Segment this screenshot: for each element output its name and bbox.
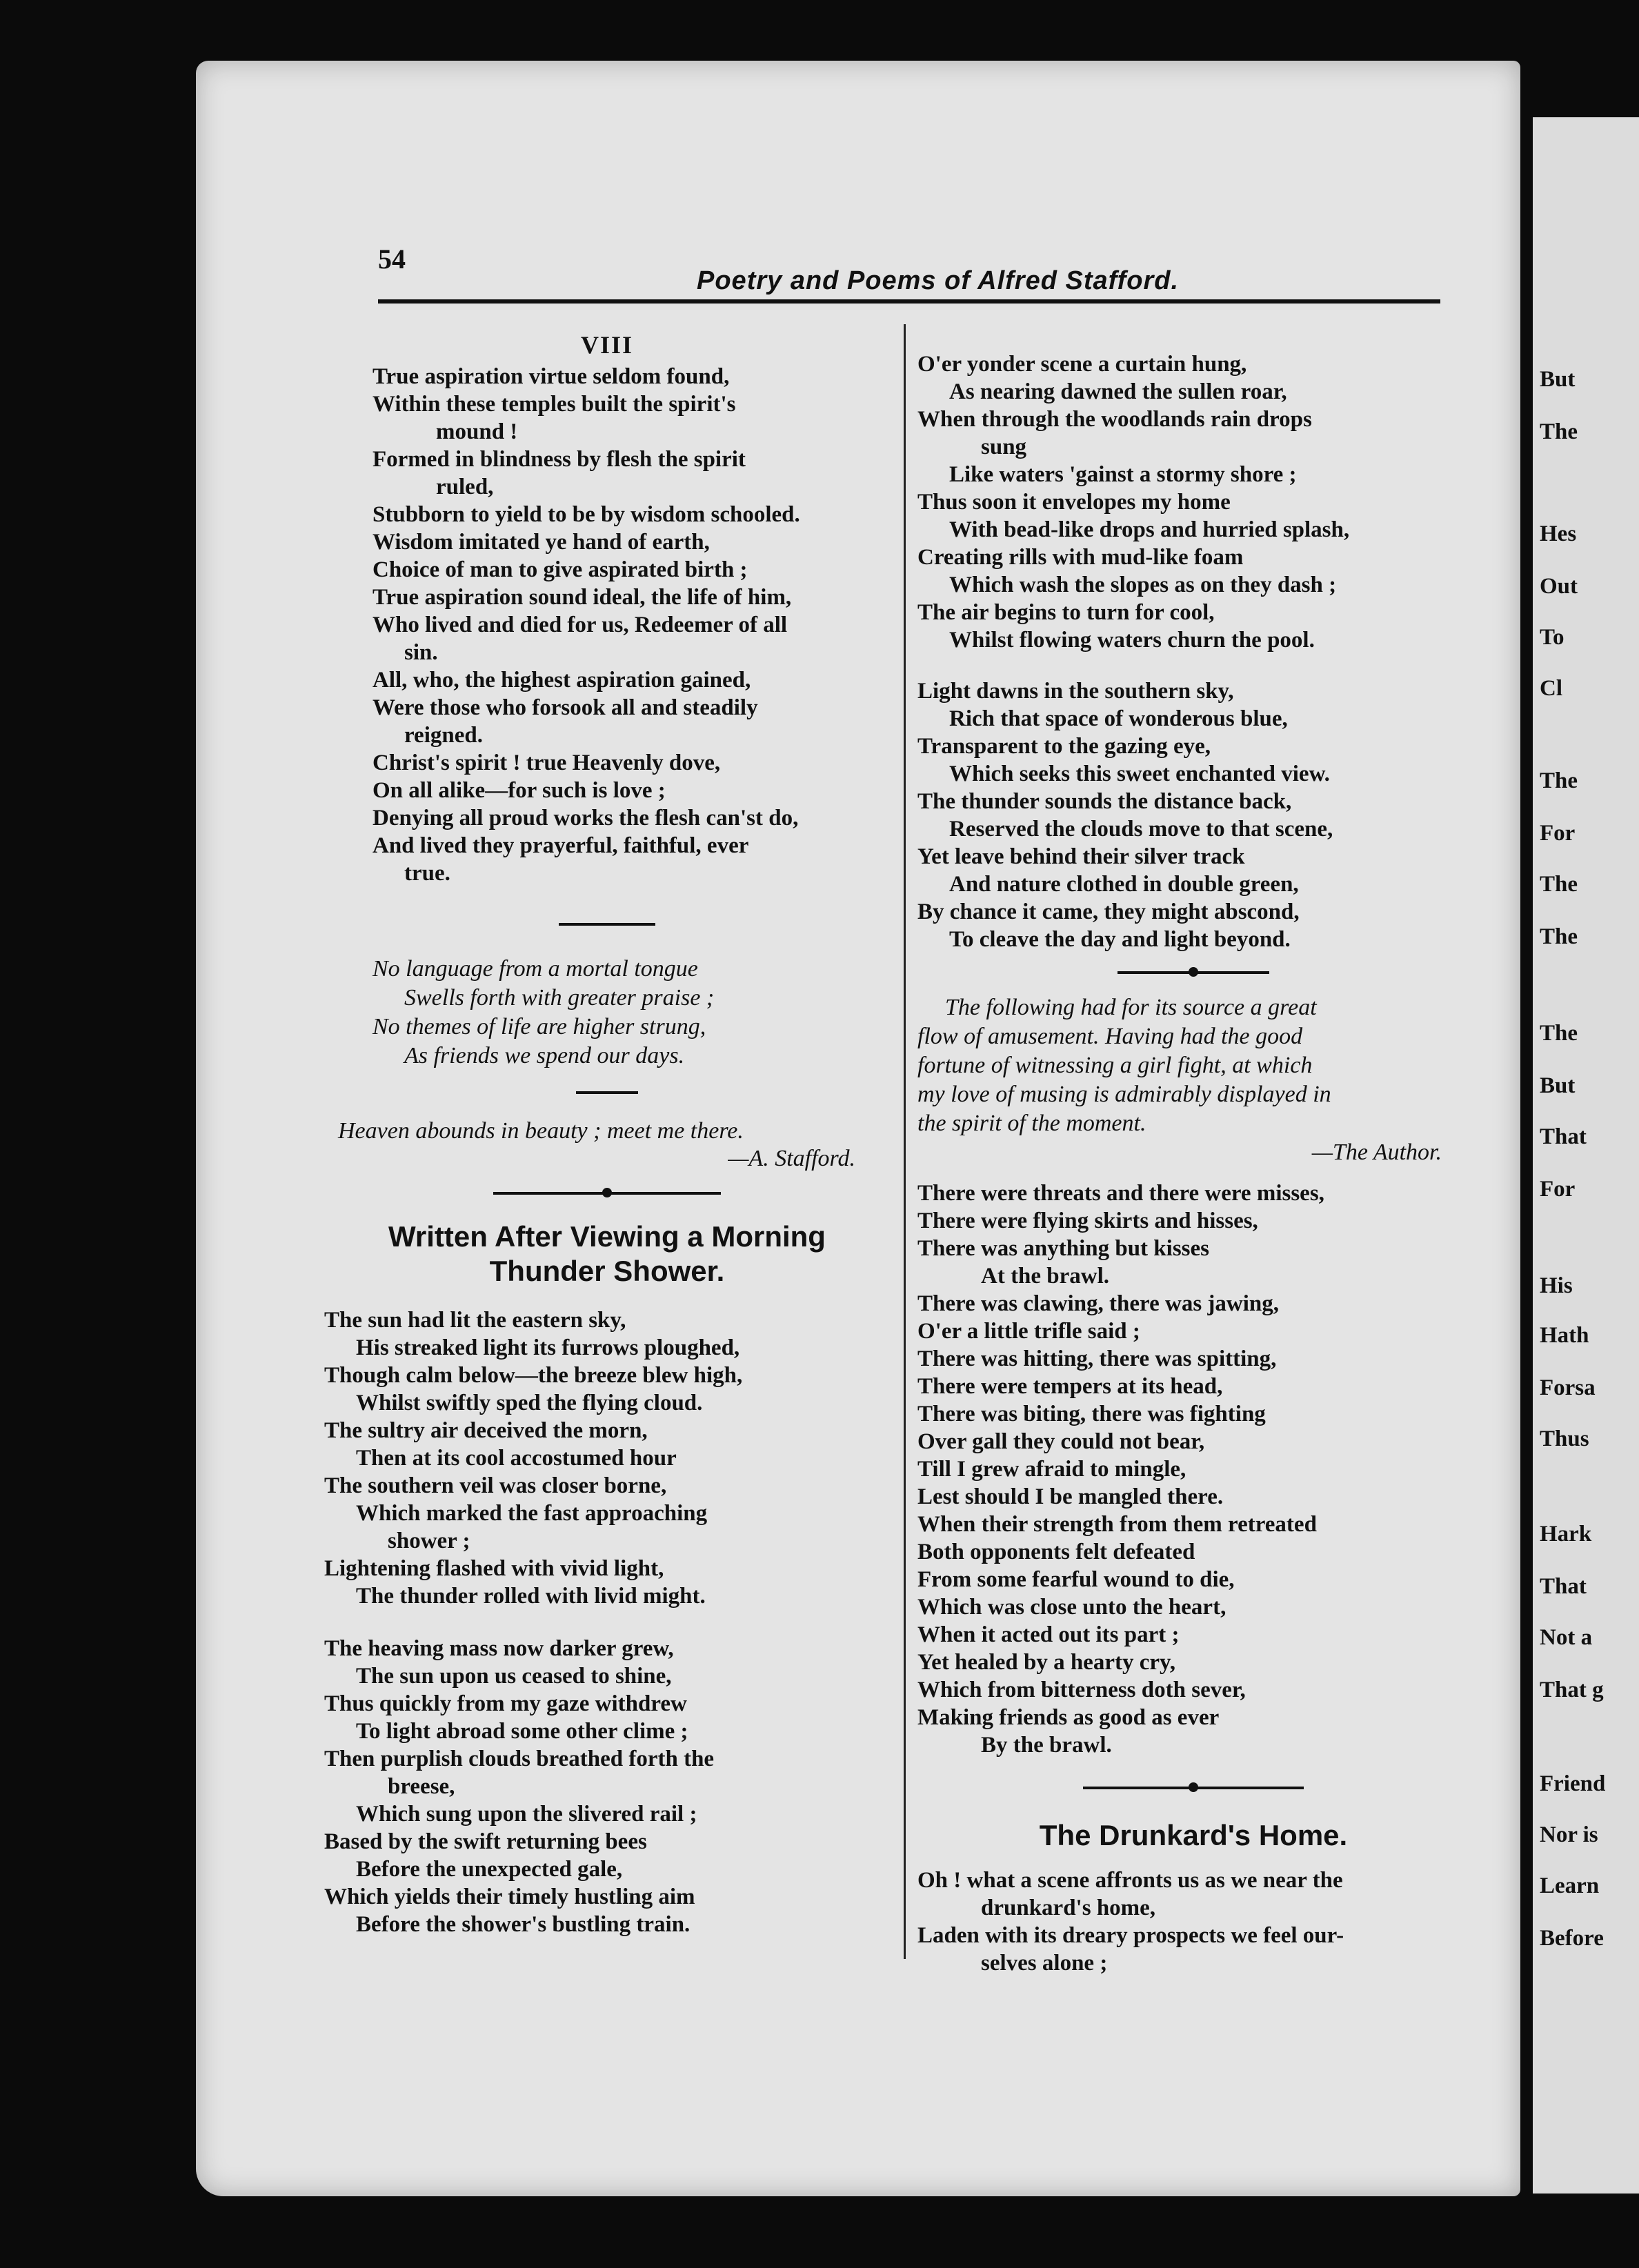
section-ornament-rule: [1083, 1787, 1304, 1789]
signature: —A. Stafford.: [728, 1146, 855, 1171]
poem-line: sung: [981, 435, 1027, 459]
poem-line: Whilst flowing waters churn the pool.: [949, 628, 1315, 653]
poem-title-thunder: Written After Viewing a Morning Thunder Shower.: [388, 1220, 826, 1287]
poem-line: Till I grew afraid to mingle,: [917, 1457, 1186, 1482]
edge-word: Nor is: [1540, 1822, 1598, 1847]
column-divider: [904, 324, 906, 1959]
ornament-dot: [602, 1188, 612, 1197]
poem-line: Over gall they could not bear,: [917, 1429, 1205, 1454]
edge-word: But: [1540, 1073, 1576, 1098]
poem-line: Rich that space of wonderous blue,: [949, 706, 1288, 731]
poem-line: Within these temples built the spirit's: [372, 392, 736, 417]
poem-line: There were flying skirts and hisses,: [917, 1208, 1258, 1233]
section-rule: [559, 923, 655, 926]
section-ornament-rule: [493, 1192, 721, 1195]
poem-line: Which sung upon the slivered rail ;: [356, 1802, 697, 1827]
note-line: The following had for its source a great: [945, 995, 1317, 1020]
page-number: 54: [378, 243, 406, 275]
poem-line: Transparent to the gazing eye,: [917, 734, 1211, 759]
section-number: VIII: [580, 331, 634, 359]
poem-line: Were those who forsook all and steadily: [372, 695, 758, 720]
edge-word: Not a: [1540, 1625, 1593, 1650]
edge-word: His: [1540, 1273, 1573, 1298]
poem-line: Though calm below—the breeze blew high,: [324, 1363, 743, 1388]
poem-line: Lest should I be mangled there.: [917, 1484, 1224, 1509]
edge-word: Before: [1540, 1926, 1604, 1951]
thunder-poem-part1: [324, 1306, 890, 1610]
poem-line: Which wash the slopes as on they dash ;: [949, 573, 1337, 597]
poem-line: breese,: [388, 1774, 455, 1799]
edge-word: The: [1540, 1021, 1578, 1046]
poem-line: The sultry air deceived the morn,: [324, 1418, 648, 1443]
edge-word: That: [1540, 1574, 1587, 1599]
poem-line: drunkard's home,: [981, 1896, 1156, 1920]
running-title: Poetry and Poems of Alfred Stafford.: [697, 266, 1179, 295]
poem-title-drunkard: The Drunkard's Home.: [1039, 1819, 1348, 1851]
italic-stanza: [324, 955, 890, 1071]
poem-line: Light dawns in the southern sky,: [917, 679, 1234, 704]
poem-line: true.: [404, 861, 450, 886]
edge-word: The: [1540, 924, 1578, 949]
section-rule: [576, 1091, 638, 1094]
poem-line: Then at its cool accostumed hour: [356, 1446, 677, 1471]
poem-line: Yet healed by a hearty cry,: [917, 1650, 1175, 1675]
poem-line: Which was close unto the heart,: [917, 1595, 1226, 1620]
poem-line: Based by the swift returning bees: [324, 1829, 647, 1854]
edge-word: Learn: [1540, 1873, 1600, 1898]
poem-line: sin.: [404, 640, 438, 665]
poem-line: The heaving mass now darker grew,: [324, 1636, 674, 1661]
brawl-poem: [917, 1180, 1469, 1759]
poem-line: The southern veil was closer borne,: [324, 1473, 667, 1498]
poem-line: By chance it came, they might abscond,: [917, 899, 1300, 924]
poem-line: Then purplish clouds breathed forth the: [324, 1747, 715, 1771]
thunder-poem-part4: [917, 677, 1469, 953]
poem-line: Thus quickly from my gaze withdrew: [324, 1691, 687, 1716]
edge-word: Hes: [1540, 521, 1577, 546]
poem-line: Creating rills with mud-like foam: [917, 545, 1244, 570]
poem-line: Who lived and died for us, Redeemer of all: [372, 613, 788, 637]
poem-line: There were tempers at its head,: [917, 1374, 1223, 1399]
poem-line: Which seeks this sweet enchanted view.: [949, 762, 1330, 786]
poem-line: The thunder rolled with livid might.: [356, 1584, 706, 1609]
edge-word: Forsa: [1540, 1375, 1596, 1400]
poem-line: The air begins to turn for cool,: [917, 600, 1215, 625]
poem-line: There was hitting, there was spitting,: [917, 1346, 1277, 1371]
poem-line: Oh ! what a scene affronts us as we near the: [917, 1868, 1343, 1893]
edge-word: But: [1540, 367, 1576, 392]
poem-line: Like waters 'gainst a stormy shore ;: [949, 462, 1297, 487]
thunder-poem-part2: [324, 1635, 890, 1938]
poem-line: The sun had lit the eastern sky,: [324, 1308, 626, 1333]
poem-line: Both opponents felt defeated: [917, 1540, 1195, 1564]
stanza-line: No themes of life are higher strung,: [372, 1014, 706, 1040]
poem-line: Stubborn to yield to be by wisdom schooled.: [372, 502, 800, 527]
left-column: [324, 331, 890, 1938]
poem-line: O'er yonder scene a curtain hung,: [917, 352, 1247, 377]
poem-line: O'er a little trifle said ;: [917, 1319, 1140, 1344]
edge-word: To: [1540, 625, 1564, 650]
edge-word: Hark: [1540, 1522, 1592, 1546]
edge-word: That: [1540, 1124, 1587, 1149]
thunder-poem-part3: [917, 350, 1469, 654]
section-ornament-rule: [1118, 971, 1269, 974]
edge-word: For: [1540, 1177, 1576, 1202]
note-signature: —The Author.: [1311, 1140, 1442, 1165]
ornament-dot: [1189, 967, 1198, 977]
poem-line: As nearing dawned the sullen roar,: [949, 379, 1287, 404]
poem-line: mound !: [436, 419, 518, 444]
poem-line: Which yields their timely hustling aim: [324, 1884, 695, 1909]
edge-word: Thus: [1540, 1426, 1589, 1451]
edge-word: The: [1540, 768, 1578, 793]
poem-line: There was clawing, there was jawing,: [917, 1291, 1280, 1316]
poem-line: The sun upon us ceased to shine,: [356, 1664, 672, 1689]
poem-line: Yet leave behind their silver track: [917, 844, 1245, 869]
poem-line: Thus soon it envelopes my home: [917, 490, 1231, 515]
poem-line: When through the woodlands rain drops: [917, 407, 1312, 432]
edge-word: For: [1540, 821, 1576, 846]
poem-line: True aspiration sound ideal, the life of him,: [372, 585, 792, 610]
poem-line: Denying all proud works the flesh can'st do,: [372, 806, 799, 830]
poem-line: reigned.: [404, 723, 483, 748]
stanza-line: Swells forth with greater praise ;: [404, 985, 715, 1011]
edge-word: Cl: [1540, 676, 1562, 701]
edge-word: The: [1540, 419, 1578, 444]
heaven-line: Heaven abounds in beauty ; meet me there.: [338, 1118, 744, 1144]
poem-line: There was anything but kisses: [917, 1236, 1209, 1261]
poem-line: His streaked light its furrows ploughed,: [356, 1335, 740, 1360]
poem-line: There were threats and there were misses,: [917, 1181, 1324, 1206]
edge-word: Hath: [1540, 1323, 1589, 1348]
poem-line: Which marked the fast approaching: [356, 1501, 708, 1526]
poem-line: Lightening flashed with vivid light,: [324, 1556, 664, 1581]
stanza-line: No language from a mortal tongue: [372, 956, 698, 982]
note-line: fortune of witnessing a girl fight, at which: [917, 1053, 1313, 1078]
poem-line: With bead-like drops and hurried splash,: [949, 517, 1350, 542]
poem-line: When it acted out its part ;: [917, 1622, 1180, 1647]
edge-word: Out: [1540, 574, 1578, 599]
poem-line: Reserved the clouds move to that scene,: [949, 817, 1333, 842]
poem-line: Choice of man to give aspirated birth ;: [372, 557, 748, 582]
note-line: the spirit of the moment.: [917, 1111, 1146, 1136]
header-rule: [378, 299, 1440, 304]
poem-line: When their strength from them retreated: [917, 1512, 1317, 1537]
right-column: [917, 350, 1469, 1977]
stanza-line: As friends we spend our days.: [404, 1043, 685, 1068]
poem-line: Laden with its dreary prospects we feel our-: [917, 1923, 1344, 1948]
poem-line: On all alike—for such is love ;: [372, 778, 666, 803]
poem-line: Before the unexpected gale,: [356, 1857, 623, 1882]
drunkard-poem: [917, 1867, 1469, 1977]
poem-line: And lived they prayerful, faithful, ever: [372, 833, 749, 858]
poem-line: Which from bitterness doth sever,: [917, 1678, 1246, 1702]
edge-word: That g: [1540, 1678, 1604, 1702]
edge-word: The: [1540, 872, 1578, 897]
poem-line: From some fearful wound to die,: [917, 1567, 1235, 1592]
poem-line: Before the shower's bustling train.: [356, 1912, 691, 1937]
intro-note: [917, 993, 1469, 1167]
poem-line: All, who, the highest aspiration gained,: [372, 668, 751, 693]
poem-line: At the brawl.: [981, 1264, 1110, 1289]
poem-line: Making friends as good as ever: [917, 1705, 1220, 1730]
poem-line: Formed in blindness by flesh the spirit: [372, 447, 746, 472]
note-line: flow of amusement. Having had the good: [917, 1024, 1303, 1049]
poem-line: selves alone ;: [981, 1951, 1108, 1976]
poem-line: By the brawl.: [981, 1733, 1112, 1758]
poem-line: Wisdom imitated ye hand of earth,: [372, 530, 710, 555]
poem-line: To cleave the day and light beyond.: [949, 927, 1291, 952]
poem-line: And nature clothed in double green,: [949, 872, 1299, 897]
poem-line: To light abroad some other clime ;: [356, 1719, 688, 1744]
poem-viii: [324, 363, 890, 887]
poem-line: Christ's spirit ! true Heavenly dove,: [372, 750, 721, 775]
poem-line: shower ;: [388, 1529, 470, 1553]
poem-line: There was biting, there was fighting: [917, 1402, 1266, 1426]
poem-line: True aspiration virtue seldom found,: [372, 364, 730, 389]
poem-line: Whilst swiftly sped the flying cloud.: [356, 1391, 703, 1415]
ornament-dot: [1189, 1782, 1198, 1792]
edge-word: Friend: [1540, 1771, 1606, 1796]
poem-line: The thunder sounds the distance back,: [917, 789, 1292, 814]
poem-line: ruled,: [436, 475, 494, 499]
note-line: my love of musing is admirably displayed in: [917, 1082, 1331, 1107]
